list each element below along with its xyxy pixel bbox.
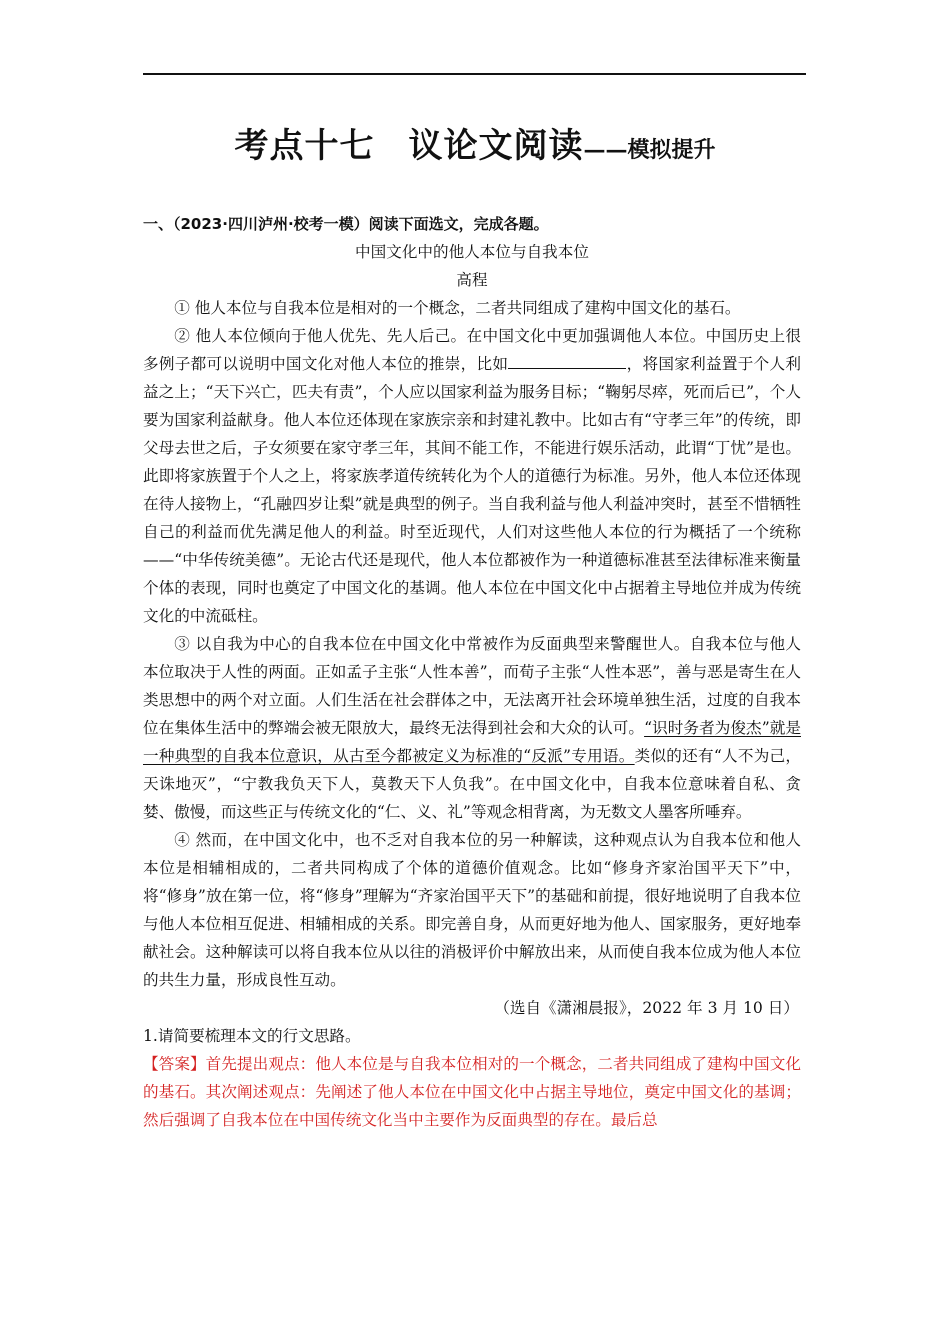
title-main: 考点十七 xyxy=(234,126,375,166)
main-content xyxy=(143,210,801,1134)
article-title: 中国文化中的他人本位与自我本位 xyxy=(355,243,589,261)
page-title xyxy=(0,118,950,167)
paragraph-3-part-a: ③ 以自我为中心的自我本位在中国文化中常被作为反面典型来警醒世人。自我本位与他人本位取决于人性的两面。正如孟子主张“人性本善”，而荀子主张“人性本恶”，善与恶是寄生在人类思想中的两个对立面。人们生活在社会群体之中，无法离开社会环境单独生活，过度的自我本位在集体生活中的弊端会被无限放大，最终无法得到社会和大众的认可。 xyxy=(143,635,801,737)
paragraph-2-part-b: ，将国家利益置于个人利益之上；“天下兴亡，匹夫有责”，个人应以国家利益为服务目标；“鞠躬尽瘁，死而后已”，个人要为国家利益献身。他人本位还体现在家族宗亲和封建礼教中。比如古有“守孝三年”的传统，即父母去世之后，子女须要在家守孝三年，其间不能工作，不能进行娱乐活动，此谓“丁忧”是也。此即将家族置于个人之上，将家族孝道传统转化为个人的道德行为标准。另外，他人本位还体现在待人接物上，“孔融四岁让梨”就是典型的例子。当自我利益与他人利益冲突时，甚至不惜牺牲自己的利益而优先满足他人的利益。时至近现代，人们对这些他人本位的行为概括了一个统称——“中华传统美德”。无论古代还是现代，他人本位都被作为一种道德标准甚至法律标准来衡量个体的表现，同时也奠定了中国文化的基调。他人本位在中国文化中占据着主导地位并成为传统文化的中流砥柱。 xyxy=(143,355,801,625)
answer-tag: 【答案】 xyxy=(143,1055,206,1073)
answer-text: 首先提出观点：他人本位是与自我本位相对的一个概念，二者共同组成了建构中国文化的基石。其次阐述观点：先阐述了他人本位在中国文化中占据主导地位，奠定中国文化的基调；然后强调了自我本位在中国传统文化当中主要作为反面典型的存在。最后总 xyxy=(143,1055,801,1129)
fill-in-blank[interactable] xyxy=(508,350,626,369)
paragraph-2-part-a: ② 他人本位倾向于他人优先、先人后己。在中国文化中更加强调他人本位。中国历史上很多例子都可以说明中国文化对他人本位的推崇，比如 xyxy=(143,327,801,373)
paragraph-3 xyxy=(143,630,801,826)
section-heading: 一、（2023·四川泸州·校考一模）阅读下面选文，完成各题。 xyxy=(143,215,549,233)
title-suffix: ——模拟提升 xyxy=(583,137,716,163)
underlined-sentence: “识时务者为俊杰”就是一种典型的自我本位意识，从古至今都被定义为标准的“反派”专用语。 xyxy=(143,719,801,765)
header-rule xyxy=(143,73,806,75)
article-source: （选自《潇湘晨报》，2022 年 3 月 10 日） xyxy=(494,999,799,1017)
article-author: 高程 xyxy=(456,271,488,289)
paragraph-1: ① 他人本位与自我本位是相对的一个概念，二者共同组成了建构中国文化的基石。 xyxy=(174,299,741,317)
answer-block xyxy=(143,1050,801,1134)
paragraph-4: ④ 然而，在中国文化中，也不乏对自我本位的另一种解读，这种观点认为自我本位和他人本位是相辅相成的，二者共同构成了个体的道德价值观念。比如“修身齐家治国平天下”中，将“修身”放在第一位，将“修身”理解为“齐家治国平天下”的基础和前提，很好地说明了自我本位与他人本位相互促进、相辅相成的关系。即完善自身，从而更好地为他人、国家服务，更好地奉献社会。这种解读可以将自我本位从以往的消极评价中解放出来，从而使自我本位成为他人本位的共生力量，形成良性互动。 xyxy=(143,831,801,989)
paragraph-3-part-b: 类似的还有“人不为己，天诛地灭”，“宁教我负天下人，莫教天下人负我”。在中国文化中，自我本位意味着自私、贪婪、傲慢，而这些正与传统文化的“仁、义、礼”等观念相背离，为无数文人墨客所唾弃。 xyxy=(143,747,801,821)
paragraph-2 xyxy=(143,322,801,630)
title-topic: 议论文阅读 xyxy=(408,126,584,166)
question-1: 1.请简要梳理本文的行文思路。 xyxy=(143,1027,361,1045)
